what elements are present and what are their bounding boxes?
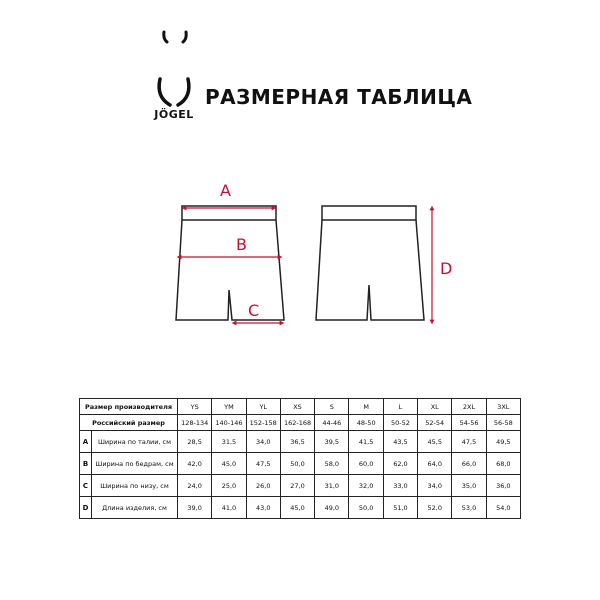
- measure-label-b: B: [236, 235, 247, 254]
- russian-size-cell: 50-52: [383, 415, 417, 431]
- measurement-code: A: [80, 431, 92, 453]
- measurement-value: 26,0: [246, 475, 280, 497]
- measurement-value: 39,5: [315, 431, 349, 453]
- measurement-value: 49,5: [486, 431, 520, 453]
- size-header-cell: 2XL: [452, 399, 486, 415]
- measurement-row: [80, 475, 521, 497]
- shorts-front-outline: [176, 206, 284, 320]
- measurement-value: 36,5: [280, 431, 314, 453]
- size-header-cell: YM: [212, 399, 246, 415]
- measurement-code: C: [80, 475, 92, 497]
- measurement-value: 49,0: [315, 497, 349, 519]
- size-header-cell: YL: [246, 399, 280, 415]
- russian-size-cell: 152-158: [246, 415, 280, 431]
- russian-size-cell: 56-58: [486, 415, 520, 431]
- measurement-value: 43,0: [246, 497, 280, 519]
- measurement-value: 51,0: [383, 497, 417, 519]
- russian-size-cell: 128-134: [178, 415, 212, 431]
- measurement-value: 41,0: [212, 497, 246, 519]
- size-header-cell: 3XL: [486, 399, 520, 415]
- top-logo-mark-icon: [160, 30, 190, 44]
- measurement-value: 39,0: [178, 497, 212, 519]
- size-table: [79, 398, 521, 519]
- measurement-value: 43,5: [383, 431, 417, 453]
- measurement-value: 36,0: [486, 475, 520, 497]
- measurement-value: 52,0: [418, 497, 452, 519]
- measurement-value: 28,5: [178, 431, 212, 453]
- manufacturer-size-row: [80, 399, 521, 415]
- measurement-value: 24,0: [178, 475, 212, 497]
- russian-size-cell: 44-46: [315, 415, 349, 431]
- measurement-value: 42,0: [178, 453, 212, 475]
- russian-size-header: Российский размер: [80, 415, 178, 431]
- size-header-cell: XL: [418, 399, 452, 415]
- measurement-value: 58,0: [315, 453, 349, 475]
- measure-label-d: D: [440, 259, 453, 278]
- measurement-code: D: [80, 497, 92, 519]
- measurement-value: 45,0: [212, 453, 246, 475]
- shorts-back-outline: [316, 206, 424, 320]
- shorts-measurement-diagram: [160, 170, 460, 340]
- measurement-value: 68,0: [486, 453, 520, 475]
- russian-size-cell: 54-56: [452, 415, 486, 431]
- measurement-row: [80, 431, 521, 453]
- measurement-value: 31,0: [315, 475, 349, 497]
- measure-label-c: C: [248, 301, 260, 320]
- size-header-cell: M: [349, 399, 383, 415]
- measurement-value: 60,0: [349, 453, 383, 475]
- measurement-label: Ширина по талии, см: [92, 431, 178, 453]
- measurement-label: Длина изделия, см: [92, 497, 178, 519]
- measurement-value: 50,0: [280, 453, 314, 475]
- measurement-value: 34,0: [246, 431, 280, 453]
- measurement-value: 45,0: [280, 497, 314, 519]
- measurement-value: 32,0: [349, 475, 383, 497]
- measurement-value: 35,0: [452, 475, 486, 497]
- russian-size-cell: 52-54: [418, 415, 452, 431]
- measurement-value: 34,0: [418, 475, 452, 497]
- measurement-value: 25,0: [212, 475, 246, 497]
- size-header-cell: L: [383, 399, 417, 415]
- measurement-value: 45,5: [418, 431, 452, 453]
- measurement-label: Ширина по низу, см: [92, 475, 178, 497]
- measurement-label: Ширина по бедрам, см: [92, 453, 178, 475]
- measurement-value: 27,0: [280, 475, 314, 497]
- measurement-value: 50,0: [349, 497, 383, 519]
- measurement-row: [80, 453, 521, 475]
- measurement-value: 62,0: [383, 453, 417, 475]
- measurement-value: 53,0: [452, 497, 486, 519]
- measurement-value: 54,0: [486, 497, 520, 519]
- measurement-value: 47,5: [246, 453, 280, 475]
- russian-size-row: [80, 415, 521, 431]
- jogel-logo-icon: [150, 75, 198, 131]
- measure-label-a: A: [220, 181, 231, 200]
- measurement-row: [80, 497, 521, 519]
- page-title: РАЗМЕРНАЯ ТАБЛИЦА: [205, 85, 473, 109]
- manufacturer-size-header: Размер производителя: [80, 399, 178, 415]
- size-header-cell: YS: [178, 399, 212, 415]
- measurement-code: B: [80, 453, 92, 475]
- measurement-value: 66,0: [452, 453, 486, 475]
- russian-size-cell: 140-146: [212, 415, 246, 431]
- russian-size-cell: 162-168: [280, 415, 314, 431]
- size-header-cell: S: [315, 399, 349, 415]
- brand-name: JÖGEL: [154, 108, 194, 121]
- size-header-cell: XS: [280, 399, 314, 415]
- measurement-value: 41,5: [349, 431, 383, 453]
- measurement-value: 33,0: [383, 475, 417, 497]
- russian-size-cell: 48-50: [349, 415, 383, 431]
- measurement-value: 31,5: [212, 431, 246, 453]
- measurement-value: 47,5: [452, 431, 486, 453]
- measurement-value: 64,0: [418, 453, 452, 475]
